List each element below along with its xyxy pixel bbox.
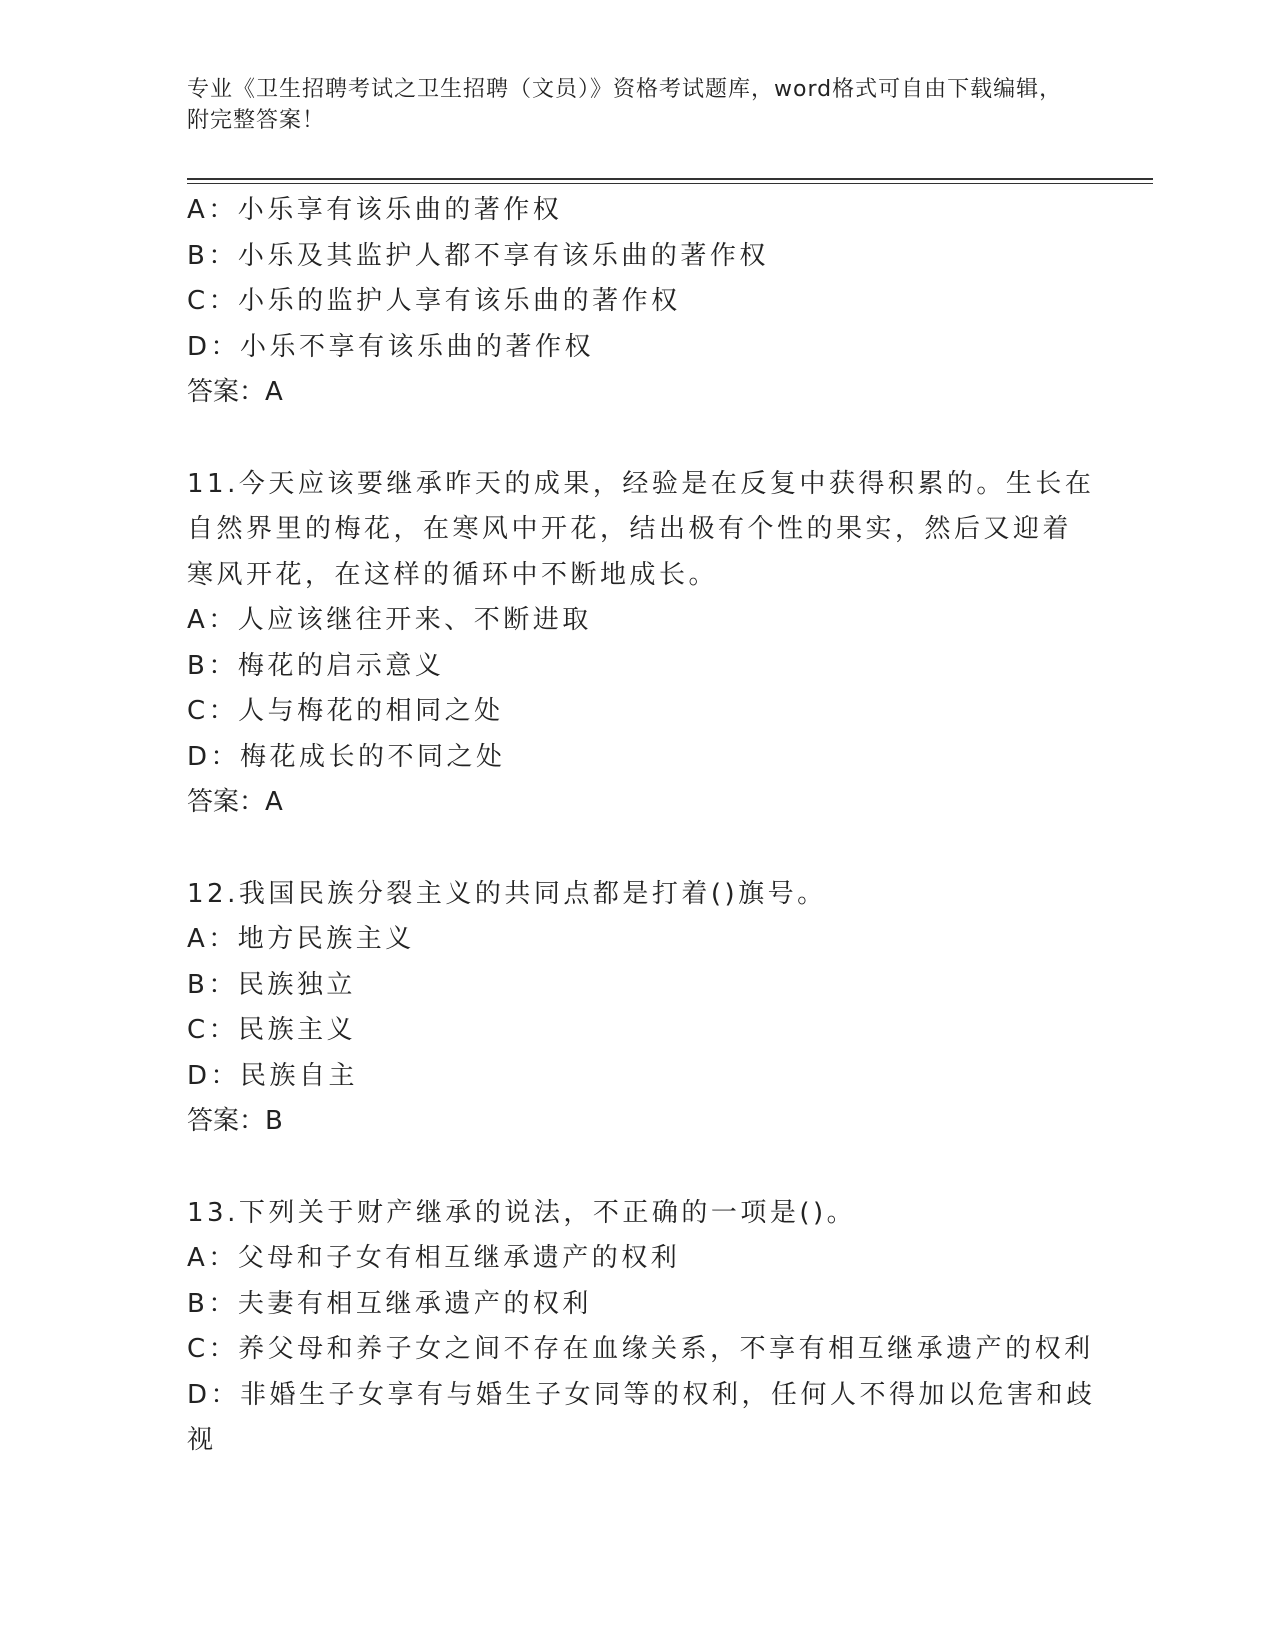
spacer xyxy=(187,1145,1087,1191)
header-divider-thin xyxy=(187,183,1153,184)
option-b: B：小乐及其监护人都不享有该乐曲的著作权 xyxy=(187,240,769,271)
question-13 xyxy=(187,1191,1096,1464)
option-c: C：养父母和养子女之间不存在血缘关系，不享有相互继承遗产的权利 xyxy=(187,1334,1094,1364)
option-c: C：民族主义 xyxy=(187,1015,357,1045)
option-a: A：小乐享有该乐曲的著作权 xyxy=(187,195,563,225)
option-d-line-1: D：非婚生子女享有与婚生子女同等的权利，任何人不得加以危害和歧 xyxy=(187,1379,1096,1410)
question-stem-line-1: 11.今天应该要继承昨天的成果，经验是在反复中获得积累的。生长在 xyxy=(187,468,1095,499)
option-a: A：人应该继往开来、不断进取 xyxy=(187,605,592,635)
option-d: D：民族自主 xyxy=(187,1060,359,1091)
header-divider-thick xyxy=(187,178,1153,180)
question-stem-line-2: 自然界里的梅花，在寒风中开花，结出极有个性的果实，然后又迎着 xyxy=(187,514,1073,544)
question-10 xyxy=(187,188,1087,416)
answer-label: 答案：B xyxy=(187,1106,283,1136)
option-b: B：梅花的启示意义 xyxy=(187,650,445,681)
question-stem: 12.我国民族分裂主义的共同点都是打着()旗号。 xyxy=(187,878,827,909)
document-header: 专业《卫生招聘考试之卫生招聘（文员）》资格考试题库，word格式可自由下载编辑，附完整答案！ xyxy=(187,77,1063,133)
option-d-line-2: 视 xyxy=(187,1425,217,1455)
spacer xyxy=(187,826,1087,872)
question-stem-line-3: 寒风开花，在这样的循环中不断地成长。 xyxy=(187,559,719,590)
question-list xyxy=(187,188,1096,1464)
option-b: B：民族独立 xyxy=(187,969,356,1000)
option-c: C：小乐的监护人享有该乐曲的著作权 xyxy=(187,286,681,316)
option-a: A：父母和子女有相互继承遗产的权利 xyxy=(187,1243,681,1273)
question-12 xyxy=(187,872,1087,1145)
option-c: C：人与梅花的相同之处 xyxy=(187,696,504,726)
answer-label: 答案：A xyxy=(187,787,283,817)
answer-label: 答案：A xyxy=(187,377,283,407)
option-b: B：夫妻有相互继承遗产的权利 xyxy=(187,1288,592,1319)
question-11 xyxy=(187,462,1095,826)
option-d: D：梅花成长的不同之处 xyxy=(187,741,506,772)
question-stem: 13.下列关于财产继承的说法，不正确的一项是()。 xyxy=(187,1197,857,1228)
spacer xyxy=(187,416,1087,462)
option-d: D：小乐不享有该乐曲的著作权 xyxy=(187,331,595,362)
option-a: A：地方民族主义 xyxy=(187,924,415,954)
